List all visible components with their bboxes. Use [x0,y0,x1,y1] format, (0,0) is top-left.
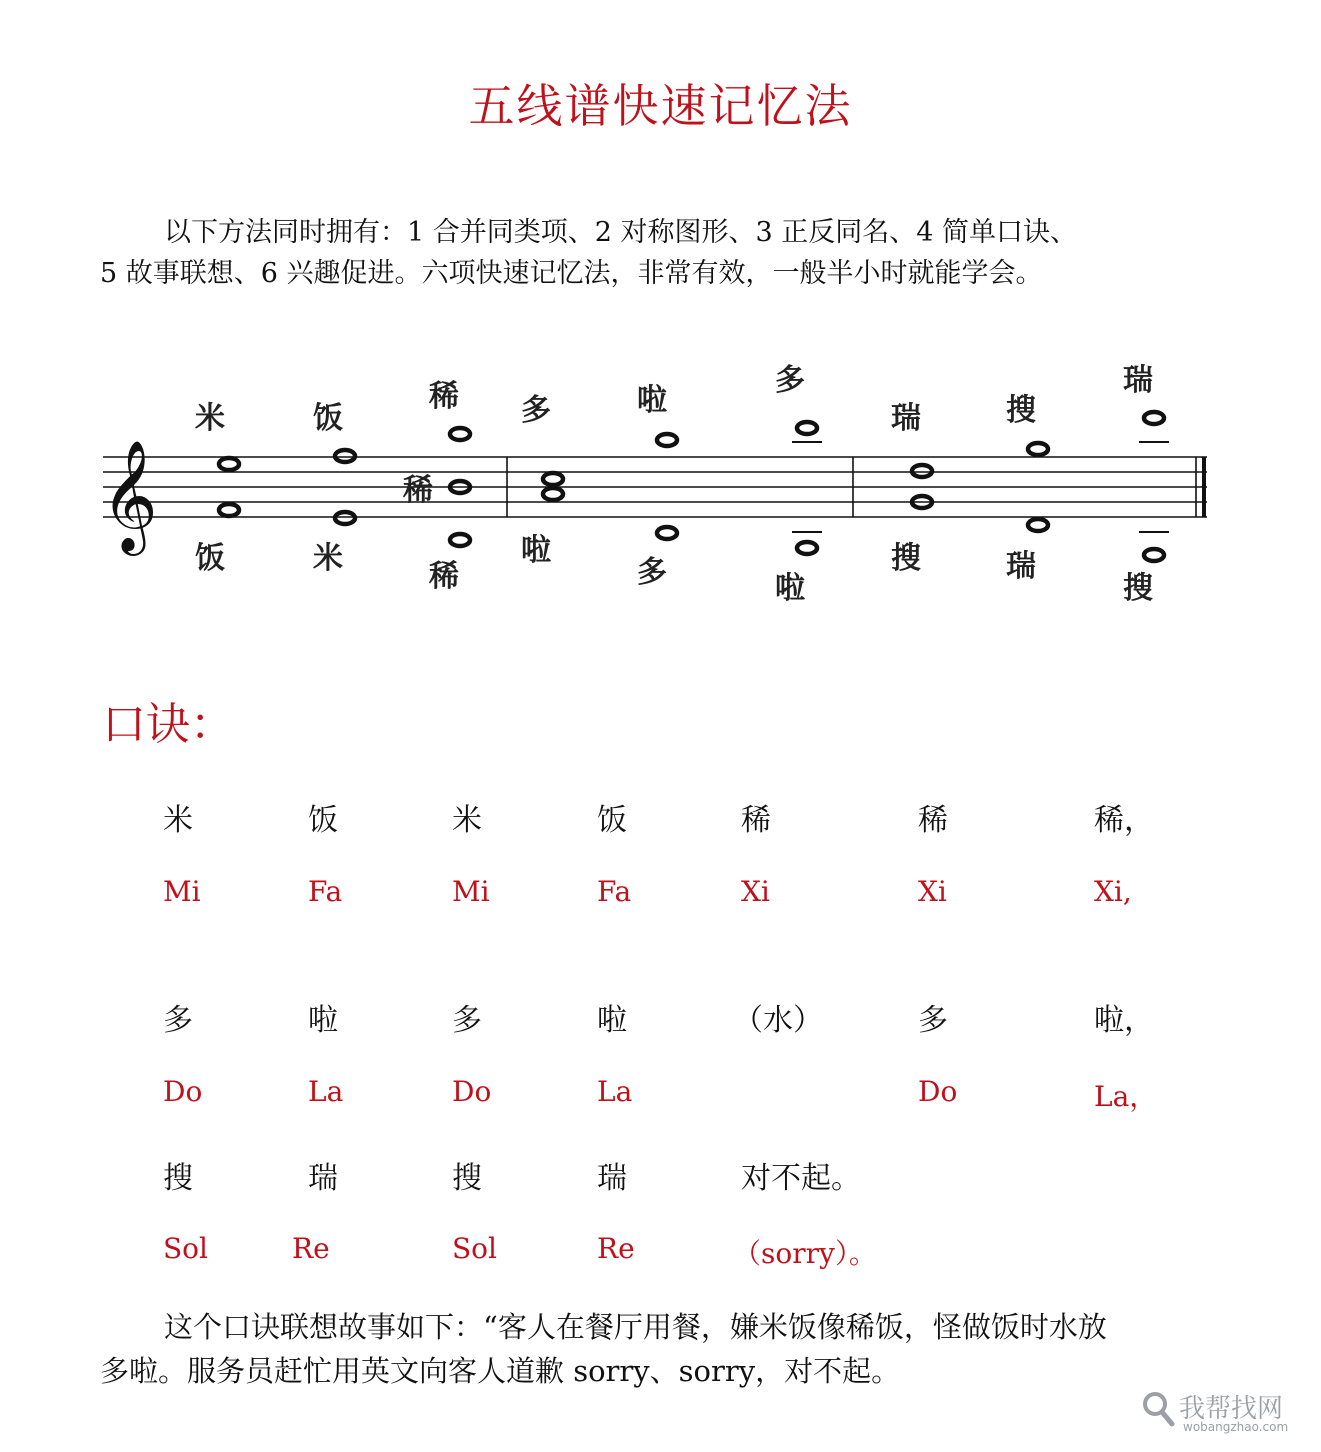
mnemonic-word: 多 [452,1003,482,1038]
note-label: 搜 [1006,393,1036,428]
solfege-syllable: Xi [918,875,947,908]
mnemonic-word: 米 [452,803,482,838]
mnemonic-word: 饭 [308,803,338,838]
solfege-syllable: Xi [741,875,770,908]
note-label: 米 [313,541,343,576]
solfege-syllable: La [597,1075,633,1108]
story-line-2: 多啦。服务员赶忙用英文向客人道歉 sorry、sorry，对不起。 [100,1354,901,1388]
solfege-syllable: （sorry）。 [733,1237,877,1270]
solfege-syllable: Do [918,1075,958,1108]
mnemonic-word: 多 [918,1003,948,1038]
solfege-syllable: Mi [452,875,490,908]
mnemonic-word: 米 [163,803,193,838]
solfege-syllable: Sol [163,1232,208,1265]
intro-line-1: 以下方法同时拥有：1 合并同类项、2 对称图形、3 正反同名、4 简单口诀、 [164,217,1078,248]
mnemonic-word: 对不起。 [741,1161,861,1196]
story-line-1: 这个口诀联想故事如下：“客人在餐厅用餐，嫌米饭像稀饭，怪做饭时水放 [164,1310,1107,1344]
note-label: 啦 [521,533,551,568]
note-label: 啦 [637,383,667,418]
solfege-syllable: Do [452,1075,492,1108]
note-label: 稀 [429,559,459,594]
note-label: 啦 [775,571,805,606]
note-label: 瑞 [1123,363,1153,398]
solfege-syllable: Re [597,1232,635,1265]
note-label: 稀 [429,379,459,414]
note-label: 搜 [891,541,921,576]
solfege-syllable: Xi, [1094,875,1132,908]
mnemonic-word: （水） [733,1003,823,1038]
mnemonic-word: 搜 [163,1161,193,1196]
note-label: 饭 [195,541,225,576]
mnemonic-word: 瑞 [597,1161,627,1196]
solfege-syllable: Re [292,1232,330,1265]
solfege-syllable: Do [163,1075,203,1108]
story-paragraph [100,1305,1220,1393]
mnemonic-word: 多 [163,1003,193,1038]
treble-clef-icon: 𝄞 [101,439,158,551]
note-label: 稀 [403,473,433,508]
watermark-text: 我帮找网 [1179,1394,1284,1424]
mnemonic-word: 饭 [597,803,627,838]
mnemonic-word: 啦 [597,1003,627,1038]
solfege-syllable: La， [1094,1080,1158,1113]
mnemonic-word: 啦， [1094,1003,1154,1038]
solfege-syllable: La [308,1075,344,1108]
solfege-syllable: Fa [308,875,343,908]
mnemonic-word: 瑞 [308,1161,338,1196]
mnemonic-word: 稀， [1094,803,1154,838]
intro-line-2: 5 故事联想、6 兴趣促进。六项快速记忆法，非常有效，一般半小时就能学会。 [100,258,1043,289]
note-label: 瑞 [1006,549,1036,584]
watermark-site: wobangzhao.com [1183,1420,1289,1434]
note-label: 瑞 [891,401,921,436]
mnemonic-word: 稀 [918,803,948,838]
solfege-syllable: Sol [452,1232,497,1265]
page-title: 五线谱快速记忆法 [468,79,853,133]
watermark [1141,1386,1301,1440]
mnemonic-word: 啦 [308,1003,338,1038]
note-label: 多 [637,555,667,590]
mnemonic-word: 稀 [741,803,771,838]
magnifier-icon [1141,1390,1175,1430]
note-label: 多 [521,393,551,428]
solfege-syllable: Mi [163,875,201,908]
mnemonic-heading: 口诀： [102,699,234,750]
note-label: 饭 [313,401,343,436]
mnemonic-word: 搜 [452,1161,482,1196]
solfege-syllable: Fa [597,875,632,908]
note-label: 米 [195,401,225,436]
note-label: 多 [775,363,805,398]
note-label: 搜 [1123,571,1153,606]
